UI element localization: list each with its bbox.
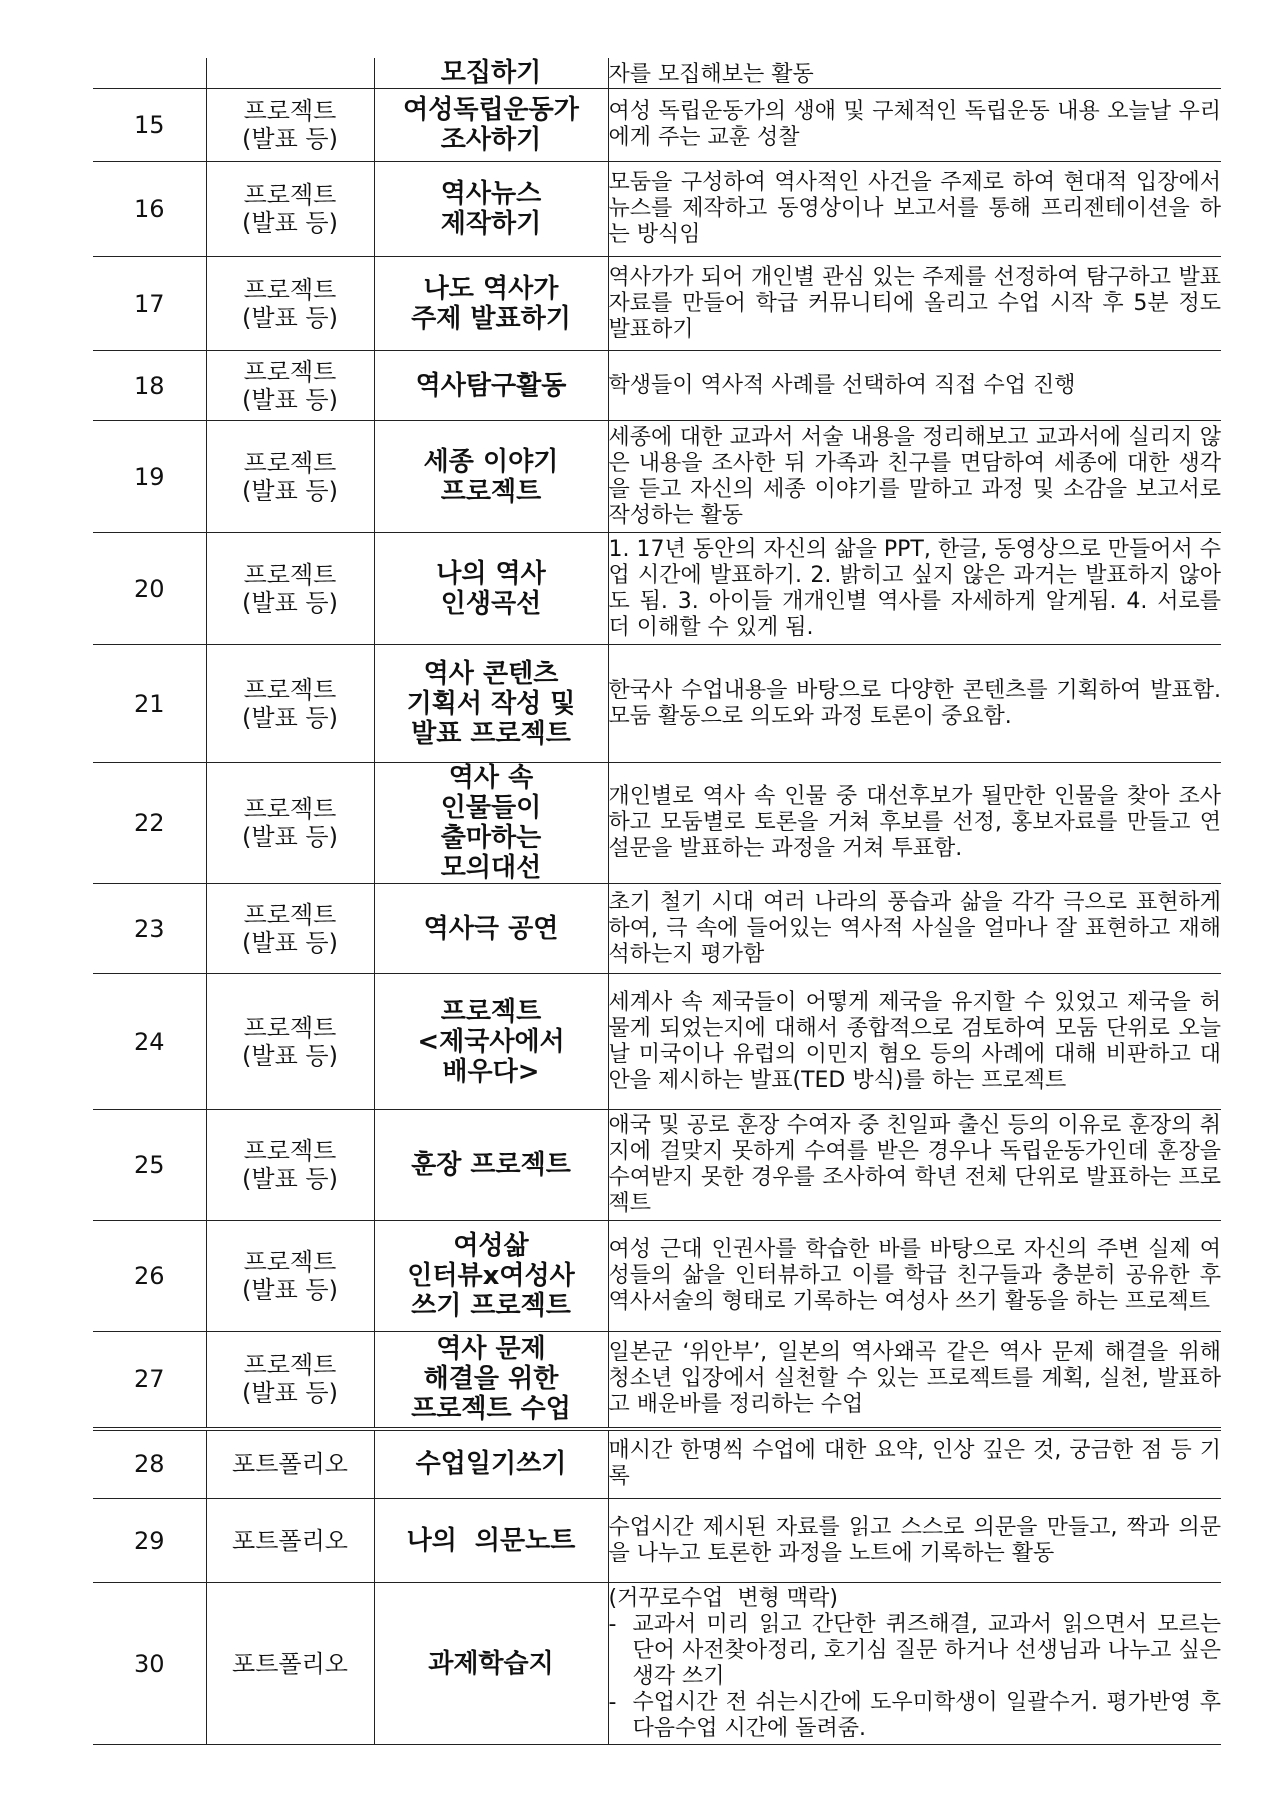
row-title [374, 645, 608, 763]
row-description [608, 1221, 1221, 1332]
type-sub-label: (발표 등) [242, 125, 338, 153]
row-type [206, 162, 374, 257]
table-row [93, 89, 1221, 162]
table-row [93, 421, 1221, 533]
description-text: 세계사 속 제국들이 어떻게 제국을 유지할 수 있었고 제국을 허물게 되었는지에 대해서 종합적으로 검토하여 모둠 단위로 오늘날 미국이나 유럽의 이민지 혐오 등의 사례에 대해 비판하고 대안을 제시하는 발표(TED 방식)를 하는 프로젝트 [608, 989, 1221, 1093]
title-line: 인물들이 [440, 793, 542, 823]
row-type [206, 884, 374, 974]
table-row [93, 1332, 1221, 1429]
description-text: 역사가가 되어 개인별 관심 있는 주제를 선정하여 탐구하고 발표자료를 만들어 학급 커뮤니티에 올리고 수업 시작 후 5분 정도 발표하기 [608, 264, 1221, 342]
row-title [374, 884, 608, 974]
row-type [206, 351, 374, 421]
table-row [93, 884, 1221, 974]
title-line: 출마하는 [440, 823, 542, 853]
row-number: 25 [93, 1110, 206, 1221]
description-text: 초기 철기 시대 여러 나라의 풍습과 삶을 각각 극으로 표현하게 하여, 극 속에 들어있는 역사적 사실을 얼마나 잘 표현하고 재해석하는지 평가함 [608, 889, 1221, 967]
type-sub-label: (발표 등) [242, 476, 338, 505]
table-row [93, 645, 1221, 763]
table-row [93, 58, 1221, 89]
row-title [374, 89, 608, 162]
row-number: 30 [93, 1583, 206, 1745]
row-title [374, 162, 608, 257]
table-row [93, 974, 1221, 1110]
row-number: 15 [93, 89, 206, 162]
row-title [374, 1499, 608, 1583]
type-sub-label: (발표 등) [242, 703, 338, 732]
row-number: 21 [93, 645, 206, 763]
title-line: 여성삶 [453, 1231, 529, 1261]
row-type [206, 257, 374, 351]
type-label: 프로젝트 [243, 357, 337, 386]
title-line: 주제 발표하기 [411, 303, 571, 334]
bullet-item [609, 1612, 1222, 1690]
title-line: 프로젝트 [440, 996, 542, 1027]
title-line: 역사탐구활동 [415, 370, 567, 401]
description-text: 학생들이 역사적 사례를 선택하여 직접 수업 진행 [608, 372, 1076, 398]
row-title [374, 1221, 608, 1332]
row-number [93, 58, 206, 89]
row-number: 18 [93, 351, 206, 421]
row-type [206, 58, 374, 89]
row-title [374, 1583, 608, 1745]
row-description [608, 1583, 1221, 1745]
type-sub-label: (발표 등) [242, 1379, 338, 1408]
title-line: 역사뉴스 [440, 179, 542, 209]
row-title [374, 58, 608, 89]
row-number: 20 [93, 533, 206, 645]
type-label: 프로젝트 [243, 448, 337, 477]
row-description [608, 645, 1221, 763]
type-label: 프로젝트 [243, 675, 337, 704]
type-sub-label: (발표 등) [242, 209, 338, 237]
type-label: 프로젝트 [243, 275, 337, 304]
description-text: 매시간 한명씩 수업에 대한 요약, 인상 깊은 것, 궁금한 점 등 기록 [608, 1438, 1221, 1490]
table-row [93, 763, 1221, 884]
title-line: 모집하기 [440, 58, 542, 88]
bullet-item [609, 1690, 1222, 1742]
row-title [374, 1110, 608, 1221]
row-type [206, 763, 374, 884]
row-number: 28 [93, 1429, 206, 1499]
row-type [206, 645, 374, 763]
title-line: 기획서 작성 및 [406, 688, 576, 719]
row-type [206, 533, 374, 645]
description-text: 여성 근대 인권사를 학습한 바를 바탕으로 자신의 주변 실제 여성들의 삶을 인터뷰하고 이를 학급 친구들과 충분히 공유한 후 역사서술의 형태로 기록하는 여성사 쓰기 활동을 하는 프로젝트 [608, 1237, 1221, 1314]
title-line: 역사 콘텐츠 [423, 658, 559, 689]
row-description [608, 162, 1221, 257]
row-number: 27 [93, 1332, 206, 1429]
type-label: 프로젝트 [243, 1351, 337, 1380]
table-row [93, 1429, 1221, 1499]
type-sub-label: (발표 등) [242, 588, 338, 617]
title-line: <제국사에서 [417, 1026, 565, 1057]
row-title [374, 351, 608, 421]
description-text: 1. 17년 동안의 자신의 삶을 PPT, 한글, 동영상으로 만들어서 수업 시간에 발표하기. 2. 밝히고 싶지 않은 과거는 발표하지 않아도 됨. 3. 아이들 개개인별 역사를 자세하게 알게됨. 4. 서로를 더 이해할 수 있게 됨. [608, 536, 1221, 640]
activity-table [93, 58, 1221, 1745]
description-text: 수업시간 제시된 자료를 읽고 스스로 의문을 만들고, 짝과 의문을 나누고 토론한 과정을 노트에 기록하는 활동 [608, 1514, 1221, 1566]
title-line: 나의 의문노트 [406, 1525, 576, 1556]
row-description [608, 533, 1221, 645]
table-row [93, 257, 1221, 351]
row-description [608, 257, 1221, 351]
row-number: 23 [93, 884, 206, 974]
description-text: 자를 모집해보는 활동 [608, 62, 814, 87]
table-row [93, 162, 1221, 257]
table-row [93, 1583, 1221, 1745]
type-sub-label: (발표 등) [242, 303, 338, 332]
row-description [608, 884, 1221, 974]
row-title [374, 421, 608, 533]
row-title [374, 1332, 608, 1429]
table-row [93, 1221, 1221, 1332]
type-label: 프로젝트 [243, 181, 337, 209]
row-type [206, 1221, 374, 1332]
row-description [608, 421, 1221, 533]
type-sub-label: (발표 등) [242, 385, 338, 414]
row-description [608, 89, 1221, 162]
description-text: 여성 독립운동가의 생애 및 구체적인 독립운동 내용 오늘날 우리에게 주는 교훈 성찰 [608, 99, 1221, 150]
description-text: 세종에 대한 교과서 서술 내용을 정리해보고 교과서에 실리지 않은 내용을 조사한 뒤 가족과 친구를 면담하여 세종에 대한 생각을 듣고 자신의 세종 이야기를 말하고 과정 및 소감을 보고서로 작성하는 활동 [608, 424, 1221, 528]
row-number: 19 [93, 421, 206, 533]
table-row [93, 351, 1221, 421]
type-label: 프로젝트 [243, 1013, 337, 1042]
row-number: 24 [93, 974, 206, 1110]
row-number: 29 [93, 1499, 206, 1583]
description-text: 애국 및 공로 훈장 수여자 중 친일파 출신 등의 이유로 훈장의 취지에 걸맞지 못하게 수여를 받은 경우나 독립운동가인데 훈장을 수여받지 못한 경우를 조사하여 학년 전체 단위로 발표하는 프로젝트 [608, 1113, 1221, 1216]
title-line: 과제학습지 [428, 1648, 554, 1679]
type-label: 프로젝트 [243, 560, 337, 589]
dash-marker: - [608, 1689, 617, 1715]
description-text: 한국사 수업내용을 바탕으로 다양한 콘텐츠를 기획하여 발표함. 모둠 활동으로 의도와 과정 토론이 중요함. [608, 677, 1221, 729]
title-line: 배우다> [442, 1056, 540, 1087]
title-line: 나의 역사 [436, 558, 546, 589]
row-type [206, 1332, 374, 1429]
row-title [374, 533, 608, 645]
row-type [206, 1110, 374, 1221]
row-title [374, 257, 608, 351]
dash-marker: - [608, 1611, 617, 1637]
row-description [608, 763, 1221, 884]
type-label: 프로젝트 [243, 900, 337, 929]
description-text: (거꾸로수업 변형 맥락) [608, 1585, 838, 1611]
row-title [374, 763, 608, 884]
title-line: 프로젝트 [440, 476, 542, 507]
type-sub-label: (발표 등) [242, 1041, 338, 1070]
title-line: 모의대선 [440, 853, 542, 883]
row-description [608, 58, 1221, 89]
title-line: 세종 이야기 [423, 446, 559, 477]
row-title [374, 1429, 608, 1499]
title-line: 나도 역사가 [423, 273, 559, 304]
row-description [608, 1429, 1221, 1499]
type-sub-label: (발표 등) [242, 823, 338, 851]
type-label: 포트폴리오 [232, 1526, 348, 1555]
title-line: 여성독립운동가 [403, 95, 579, 125]
title-line: 해결을 위한 [423, 1364, 559, 1395]
table-row [93, 1110, 1221, 1221]
description-text: 개인별로 역사 속 인물 중 대선후보가 될만한 인물을 찾아 조사하고 모둠별로 토론을 거쳐 후보를 선정, 홍보자료를 만들고 연설문을 발표하는 과정을 거쳐 투표함. [608, 784, 1221, 861]
title-line: 조사하기 [440, 125, 542, 155]
row-type [206, 1583, 374, 1745]
type-label: 프로젝트 [243, 1248, 337, 1276]
row-number: 16 [93, 162, 206, 257]
type-label: 프로젝트 [243, 97, 337, 125]
row-description [608, 1332, 1221, 1429]
description-text: 모둠을 구성하여 역사적인 사건을 주제로 하여 현대적 입장에서 뉴스를 제작하고 동영상이나 보고서를 통해 프리젠테이션을 하는 방식임 [608, 170, 1221, 247]
row-type [206, 89, 374, 162]
type-sub-label: (발표 등) [242, 1165, 338, 1193]
title-line: 역사 속 [448, 763, 534, 793]
type-label: 포트폴리오 [232, 1450, 348, 1479]
row-title [374, 974, 608, 1110]
table-row [93, 533, 1221, 645]
title-line: 인생곡선 [440, 588, 542, 619]
title-line: 수업일기쓰기 [415, 1449, 567, 1480]
title-line: 프로젝트 수업 [411, 1394, 571, 1425]
title-line: 발표 프로젝트 [411, 718, 571, 749]
table-row [93, 1499, 1221, 1583]
type-sub-label: (발표 등) [242, 928, 338, 957]
row-number: 26 [93, 1221, 206, 1332]
row-description [608, 1110, 1221, 1221]
row-number: 17 [93, 257, 206, 351]
row-description [608, 351, 1221, 421]
row-type [206, 974, 374, 1110]
table-body [93, 58, 1221, 1745]
type-label: 포트폴리오 [232, 1649, 348, 1678]
title-line: 제작하기 [440, 209, 542, 239]
row-description [608, 1499, 1221, 1583]
bullet-text: 수업시간 전 쉬는시간에 도우미학생이 일괄수거. 평가반영 후 다음수업 시간에 돌려줌. [632, 1689, 1221, 1741]
title-line: 인터뷰x여성사 [407, 1261, 575, 1291]
row-number: 22 [93, 763, 206, 884]
title-line: 역사 문제 [436, 1334, 546, 1365]
row-type [206, 1429, 374, 1499]
title-line: 역사극 공연 [423, 913, 559, 944]
description-text: 일본군 ‘위안부’, 일본의 역사왜곡 같은 역사 문제 해결을 위해 청소년 입장에서 실천할 수 있는 프로젝트를 계획, 실천, 발표하고 배운바를 정리하는 수업 [608, 1340, 1221, 1418]
row-type [206, 1499, 374, 1583]
bullet-text: 교과서 미리 읽고 간단한 퀴즈해결, 교과서 읽으면서 모르는 단어 사전찾아정리, 호기심 질문 하거나 선생님과 나누고 싶은 생각 쓰기 [632, 1611, 1221, 1689]
type-label: 프로젝트 [243, 1137, 337, 1165]
row-description [608, 974, 1221, 1110]
type-label: 프로젝트 [243, 795, 337, 823]
title-line: 쓰기 프로젝트 [411, 1291, 571, 1321]
type-sub-label: (발표 등) [242, 1276, 338, 1304]
title-line: 훈장 프로젝트 [411, 1150, 571, 1180]
row-type [206, 421, 374, 533]
